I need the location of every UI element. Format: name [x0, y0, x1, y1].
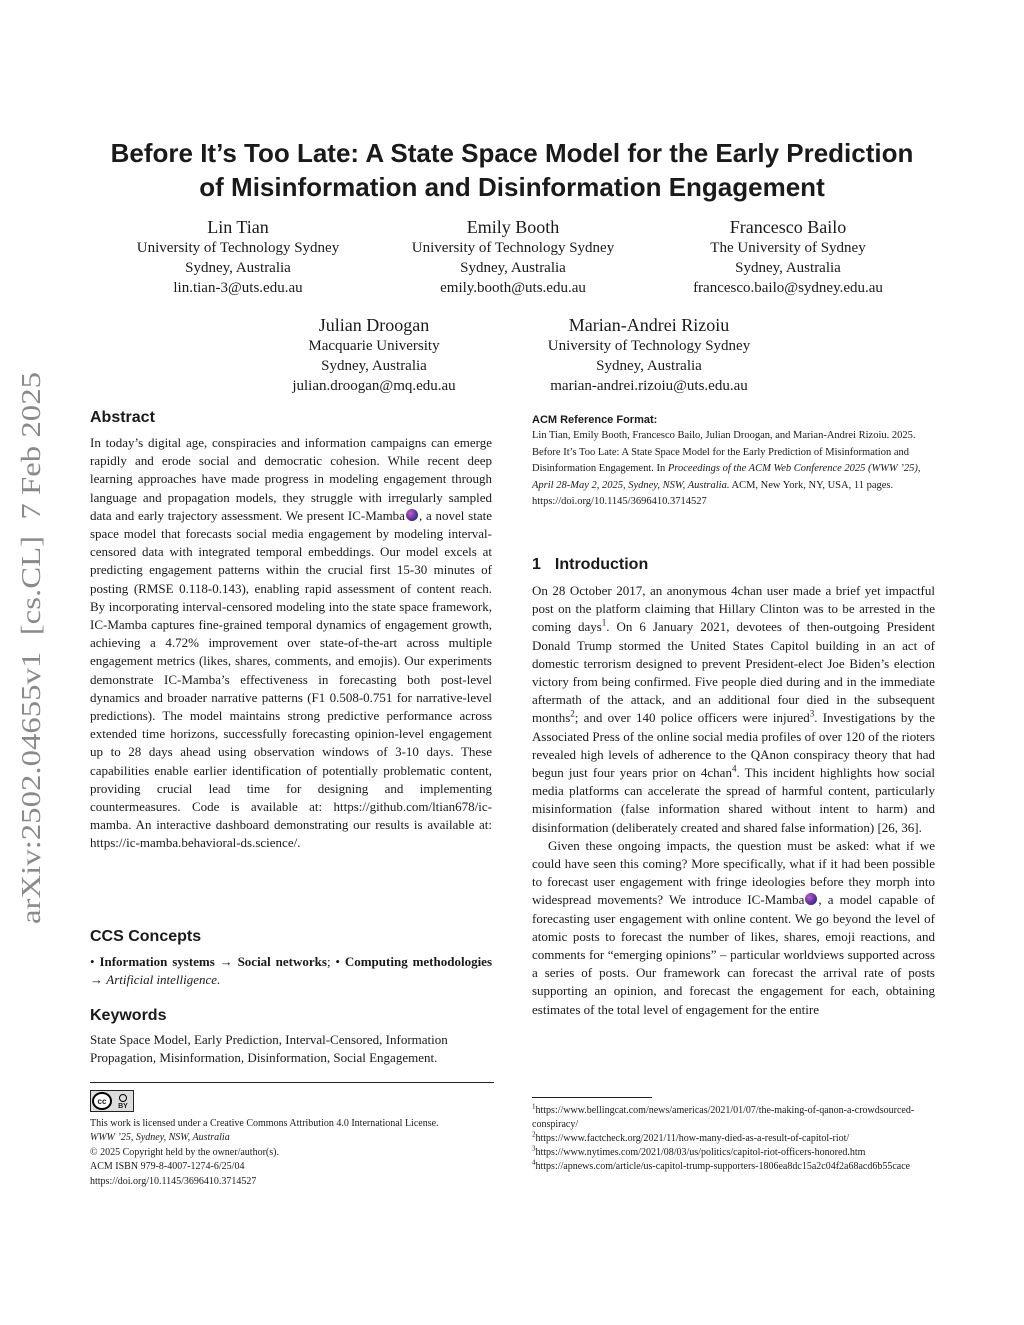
section-number: 1: [532, 556, 541, 573]
footnote-url[interactable]: https://www.factcheck.org/2021/11/how-many-died-as-a-result-of-capitol-riot/: [535, 1133, 850, 1144]
author-affiliation: Macquarie University: [308, 338, 440, 354]
copyright-line: © 2025 Copyright held by the owner/author(s).: [90, 1146, 279, 1158]
person-icon: [119, 1094, 127, 1102]
author-name: Lin Tian: [207, 217, 269, 237]
author-location: Sydney, Australia: [185, 260, 291, 276]
mamba-logo-icon: [406, 509, 418, 521]
footnote-divider: [532, 1097, 652, 1098]
acm-reference-text: Lin Tian, Emily Booth, Francesco Bailo, Julian Droogan, and Marian-Andrei Rizoiu. 2025. Before It’s Too Late: A State Space Model for the Early Prediction of Misinformation and Disinformation Engagement. In: [532, 430, 916, 475]
author-email[interactable]: emily.booth@uts.edu.au: [440, 280, 586, 296]
acm-reference-heading: ACM Reference Format:: [532, 414, 658, 426]
author-email[interactable]: marian-andrei.rizoiu@uts.edu.au: [550, 378, 748, 394]
keywords-body: [90, 1031, 492, 1067]
license-block: [90, 1117, 494, 1189]
author-name: Francesco Bailo: [729, 217, 847, 237]
mamba-logo-icon: [805, 893, 817, 905]
author-block: [383, 216, 643, 298]
arrow-icon: →: [90, 972, 103, 988]
footnote-mark[interactable]: 2: [570, 709, 575, 720]
footnote-number: 1: [532, 1102, 536, 1111]
acm-reference: [532, 412, 935, 510]
ccs-heading: CCS Concepts: [90, 928, 202, 945]
footnote: [532, 1160, 937, 1174]
arxiv-stamp: [10, 368, 48, 928]
introduction-body: [532, 582, 935, 1019]
abstract-text-b: , a novel state space model that forecasts social media engagement by modeling interval-censored data with integrated temporal embeddings. Our model excels at predicting engagement patterns within the crucial first 15-30 minutes of posting (RMSE 0.118-0.143), enabling rapid assessment of content reach. By incorporating interval-censored modeling into the state space framework, IC-Mamba captures fine-grained temporal dynamics of engagement growth, achieving a 4.72% improvement over state-of-the-art across multiple engagement metrics (likes, shares, comments, and emojis). Our experiments demonstrate IC-Mamba’s effectiveness in forecasting both post-level dynamics and broader narrative patterns (F1 0.508-0.751 for narrative-level predictions). The model maintains strong predictive performance across extended time horizons, successfully forecasting opinion-level engagement up to 28 days ahead using observation windows of 3-10 days. These capabilities enable earlier identification of potentially problematic content, providing crucial lead time for designing and implementing countermeasures. Code is available at: https://github.com/ltian678/ic-mamba. An interactive dashboard demonstrating our results is available at: https://ic-mamba.behavioral-ds.science/.: [90, 507, 492, 851]
footnote: [532, 1146, 937, 1160]
author-name: Marian-Andrei Rizoiu: [568, 315, 730, 335]
author-name: Emily Booth: [466, 217, 560, 237]
title-line-2: of Misinformation and Disinformation Engagement: [199, 172, 825, 202]
divider: [90, 1082, 494, 1083]
author-affiliation: The University of Sydney: [710, 240, 866, 256]
footnote-url[interactable]: https://apnews.com/article/us-capitol-trump-supporters-1806ea8dc15a2c04f2a68acd6b55cace: [535, 1161, 911, 1172]
venue-text: WWW ’25, Sydney, NSW, Australia: [90, 1132, 230, 1144]
title-line-1: Before It’s Too Late: A State Space Model for the Early Prediction: [110, 138, 914, 168]
author-block: [264, 314, 484, 396]
author-location: Sydney, Australia: [735, 260, 841, 276]
author-email[interactable]: lin.tian-3@uts.edu.au: [173, 280, 303, 296]
author-name: Julian Droogan: [318, 315, 430, 335]
author-location: Sydney, Australia: [460, 260, 566, 276]
by-icon: [116, 1092, 130, 1110]
keywords-heading: Keywords: [90, 1007, 167, 1024]
ccs-term: Computing methodologies: [344, 954, 493, 969]
ccs-term: Artificial intelligence.: [106, 972, 221, 988]
abstract-body: [90, 434, 492, 853]
author-email[interactable]: julian.droogan@mq.edu.au: [292, 378, 456, 394]
ccs-term: Information systems: [99, 954, 215, 969]
cc-icon: cc: [92, 1092, 112, 1110]
acm-reference-proceedings: Proceedings of the ACM Web Conference 2025 (WWW ’25), April 28-May 2, 2025, Sydney, NSW, Australia.: [532, 463, 921, 491]
arxiv-id: arXiv:2502.04655v1 [cs.CL] 7 Feb 2025: [16, 469, 46, 924]
intro-paragraph: On 28 October 2017, an anonymous 4chan user made a brief yet impactful post on the platform claiming that Hillary Clinton was to be arrested in the coming days$^1$. On 6 January 2021, devotees of then-outgoing President Donald Trump stormed the United States Capitol building in an act of domestic terrorism designed to prevent President-elect Joe Biden’s election victory from being confirmed. Five people died during and in the immediate aftermath of the attack, and an additional four died in the subsequent months$^2$; and over 140 police officers were injured$^3$. Investigations by the Associated Press of the online social media profiles of over 120 of the rioters revealed high levels of adherence to the QAnon conspiracy theory that had begun just four years prior on 4chan$^4$. This incident highlights how social media platforms can accelerate the spread of harmful content, particularly misinformation (false information shared without intent to harm) and disinformation (deliberately created and shared false information) [26, 36].: [532, 583, 935, 835]
footnote-url[interactable]: https://www.bellingcat.com/news/americas/2021/01/07/the-making-of-qanon-a-crowdsourced-conspiracy/: [532, 1105, 915, 1130]
introduction-heading: [532, 556, 648, 574]
abstract-heading: Abstract: [90, 409, 155, 426]
paper-title: [60, 136, 964, 204]
section-title: Introduction: [554, 556, 649, 573]
footnote-number: 4: [532, 1158, 536, 1167]
footnote-mark[interactable]: 1: [601, 618, 607, 629]
author-affiliation: University of Technology Sydney: [411, 240, 615, 256]
ccs-concepts: • Information systems → Social networks; • Computing methodologies → Artificial intelligence.: [90, 954, 493, 988]
author-email[interactable]: francesco.bailo@sydney.edu.au: [693, 280, 883, 296]
acm-reference-end: ACM, New York, NY, USA, 11 pages. https://doi.org/10.1145/3696410.3714527: [532, 479, 894, 508]
author-block: [519, 314, 779, 396]
author-block: [668, 216, 908, 298]
author-affiliation: University of Technology Sydney: [136, 240, 340, 256]
footnote: [532, 1132, 937, 1146]
author-affiliation: University of Technology Sydney: [547, 338, 751, 354]
license-line: This work is licensed under a Creative Commons Attribution 4.0 International License.: [90, 1118, 439, 1129]
footnote-number: 3: [532, 1144, 536, 1153]
isbn-line: ACM ISBN 979-8-4007-1274-6/25/04: [90, 1161, 245, 1173]
venue-line: [90, 1131, 494, 1145]
arrow-icon: →: [219, 954, 233, 969]
author-location: Sydney, Australia: [596, 358, 702, 374]
footnote: [532, 1104, 937, 1132]
author-block: [108, 216, 368, 298]
arxiv-stamp-svg: [10, 368, 48, 928]
abstract-text: [90, 434, 492, 853]
abstract-text-a: In today’s digital age, conspiracies and information campaigns can emerge rapidly and erode social and democratic cohesion. While recent deep learning approaches have made progress in modeling engagement through language and propagation models, they struggle with irregularly sampled data and early trajectory assessment. We present IC-Mamba: [90, 435, 492, 523]
footnote-number: 2: [532, 1130, 536, 1139]
author-location: Sydney, Australia: [321, 358, 427, 374]
footnote-url[interactable]: https://www.nytimes.com/2021/08/03/us/politics/capitol-riot-officers-honored.htm: [535, 1147, 866, 1158]
intro-paragraph: Given these ongoing impacts, the question must be asked: what if we could have seen this coming? More specifically, what if it had been possible to forecast user engagement with fringe ideologies before they morph into widespread movements? We introduce IC-Mamba , a model capable of forecasting user engagement with online content. We go beyond the level of atomic posts to forecast the number of likes, shares, emoji reactions, and comments for “emerging opinions” – particular worldviews supported across a series of posts. Our framework can forecast the arrival rate of posts supporting an opinion, and forecast the engagement for each, obtaining estimates of the total level of engagement for the entire: [532, 837, 935, 1017]
footnotes: [532, 1104, 937, 1174]
ccs-term: Social networks: [237, 954, 327, 969]
cc-by-badge[interactable]: [90, 1090, 134, 1112]
by-label: BY: [118, 1103, 128, 1110]
footnote-mark[interactable]: 3: [809, 709, 815, 720]
doi-line[interactable]: https://doi.org/10.1145/3696410.3714527: [90, 1175, 257, 1187]
footnote-mark[interactable]: 4: [731, 763, 737, 774]
keywords-text: State Space Model, Early Prediction, Interval-Censored, Information Propagation, Misinformation, Disinformation, Social Engagement.: [90, 1032, 448, 1066]
